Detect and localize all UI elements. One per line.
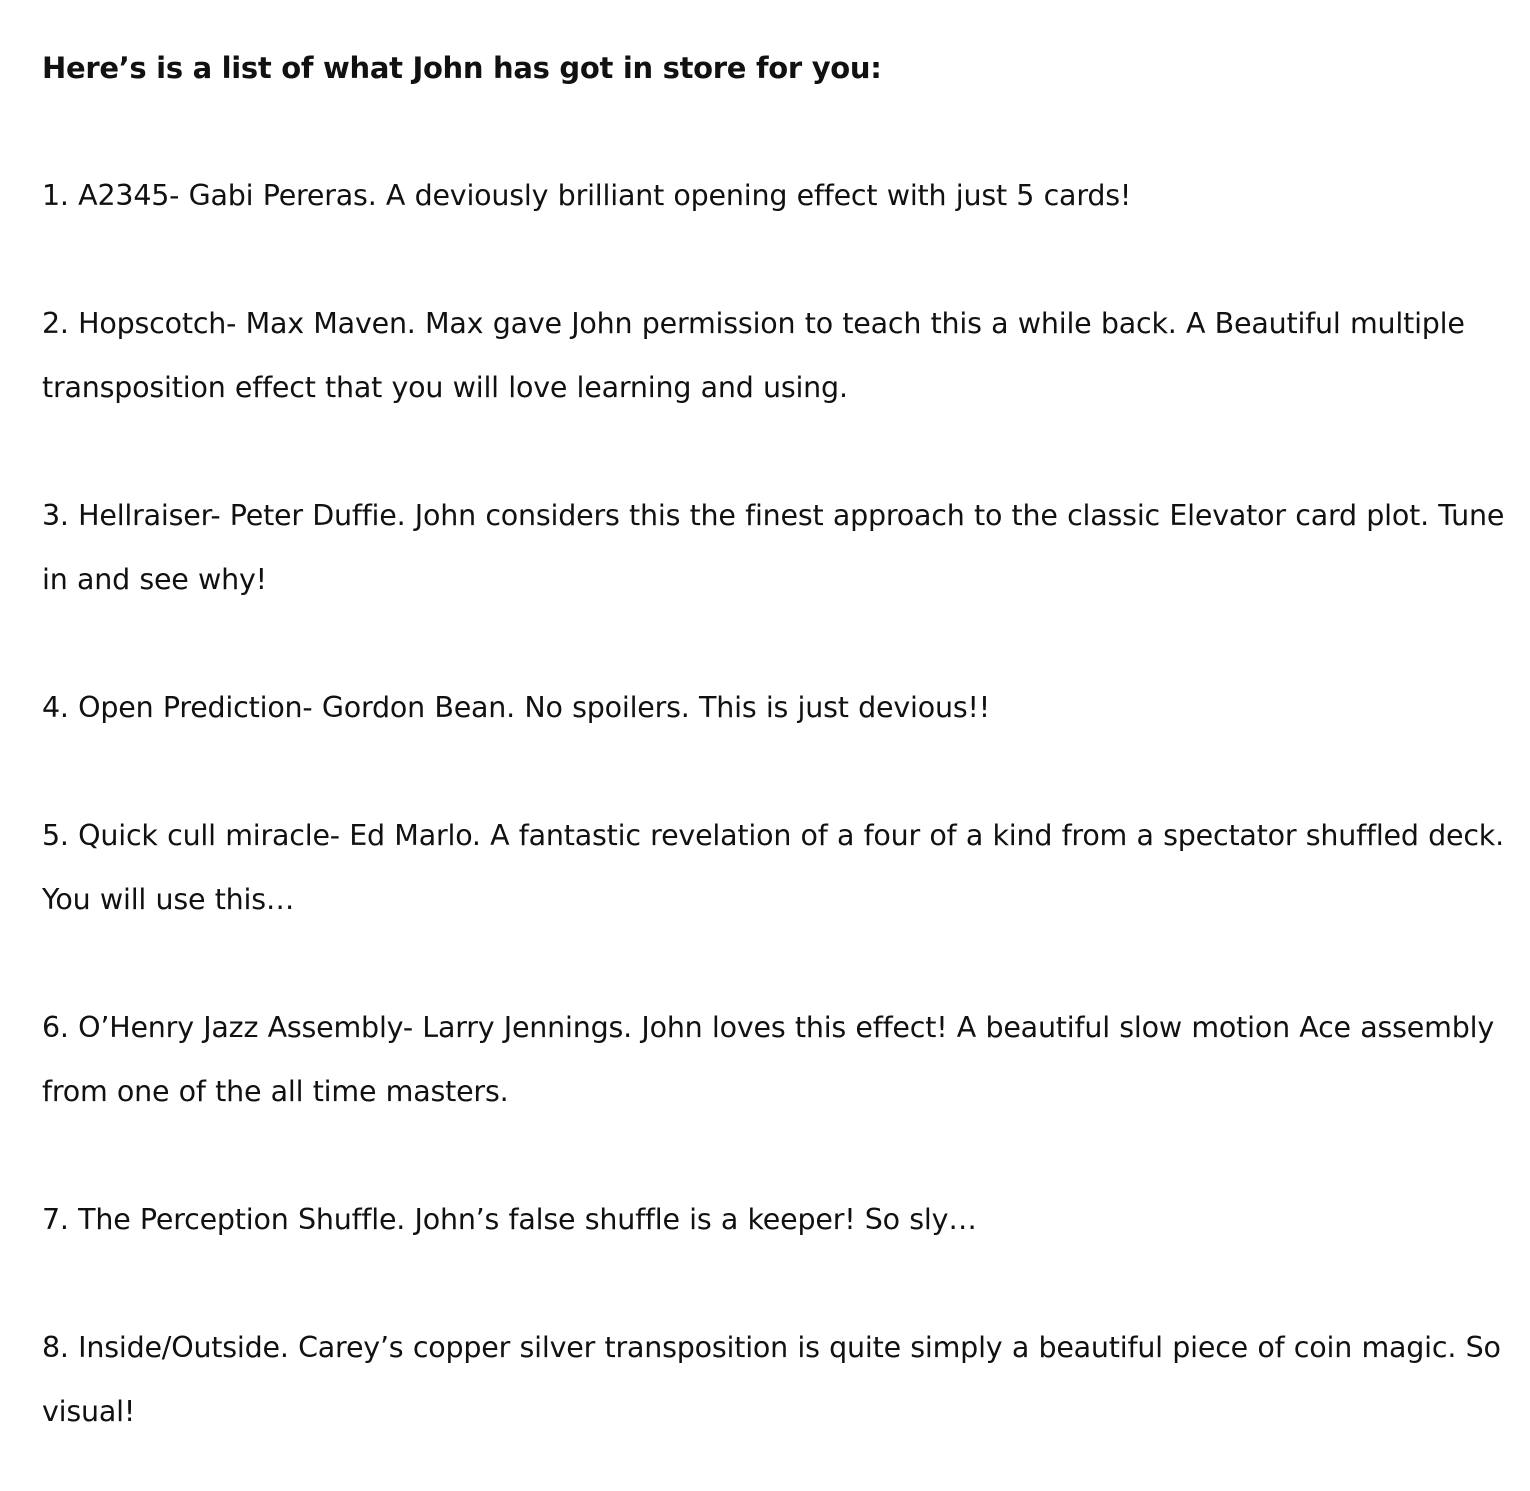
list-item: 5. Quick cull miracle- Ed Marlo. A fantastic revelation of a four of a kind from a spectator shuffled deck. You will use this…: [42, 819, 1504, 916]
list-item: 6. O’Henry Jazz Assembly- Larry Jennings. John loves this effect! A beautiful slow motion Ace assembly from one of the all time masters.: [42, 1011, 1494, 1108]
list-item: 7. The Perception Shuffle. John’s false shuffle is a keeper! So sly…: [42, 1203, 977, 1236]
list-item: 1. A2345- Gabi Pereras. A deviously brilliant opening effect with just 5 cards!: [42, 179, 1132, 212]
intro-heading: Here’s is a list of what John has got in store for you:: [42, 51, 882, 85]
effects-list: [42, 164, 1512, 1444]
article-content: [42, 36, 1512, 1444]
list-item: 2. Hopscotch- Max Maven. Max gave John permission to teach this a while back. A Beautiful multiple transposition effect that you will love learning and using.: [42, 307, 1465, 404]
list-item: 4. Open Prediction- Gordon Bean. No spoilers. This is just devious!!: [42, 691, 990, 724]
list-item: 3. Hellraiser- Peter Duffie. John considers this the finest approach to the classic Elevator card plot. Tune in and see why!: [42, 499, 1505, 596]
list-item: 8. Inside/Outside. Carey’s copper silver transposition is quite simply a beautiful piece of coin magic. So visual!: [42, 1331, 1501, 1428]
